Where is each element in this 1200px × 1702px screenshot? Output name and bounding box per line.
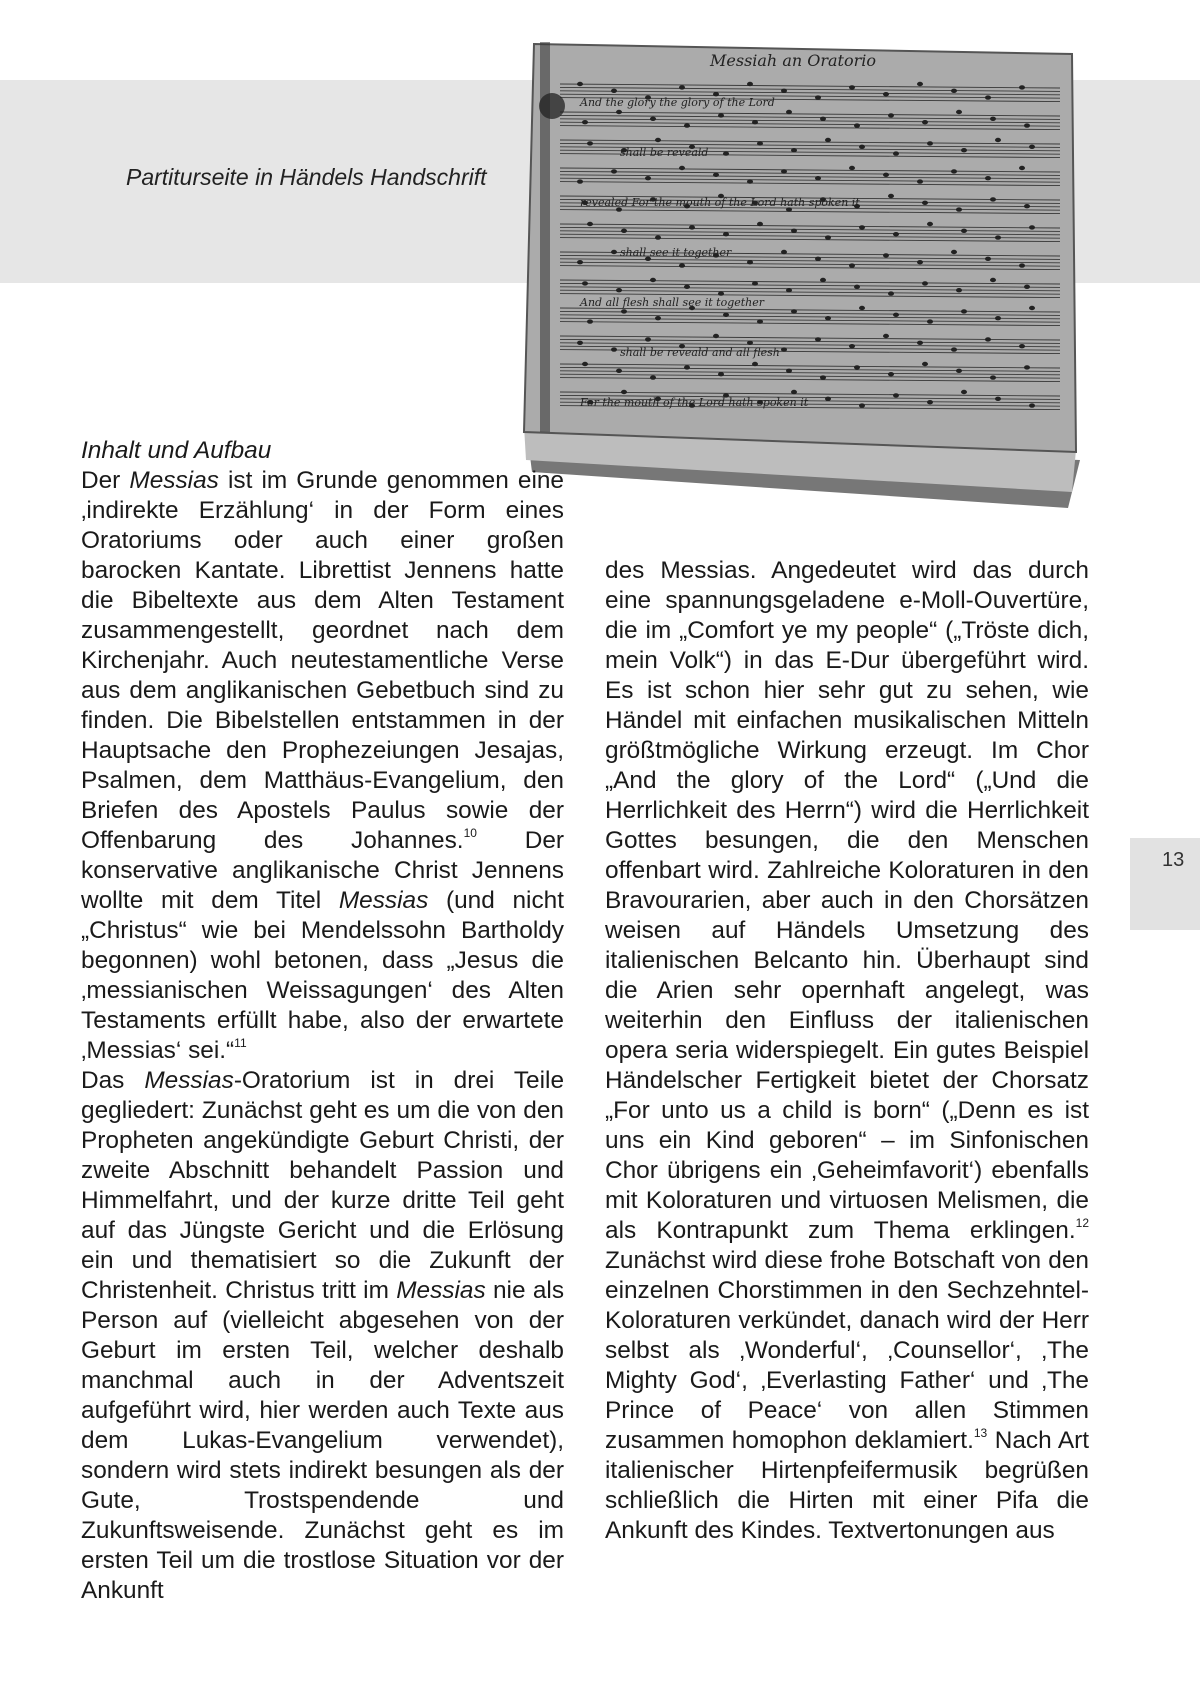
note-head: [956, 288, 962, 292]
note-head: [1024, 285, 1030, 289]
note-head: [757, 141, 763, 145]
note-head: [757, 319, 763, 323]
note-head: [611, 169, 617, 173]
note-head: [995, 235, 1001, 239]
note-head: [995, 138, 1001, 142]
note-head: [985, 337, 991, 341]
note-head: [611, 89, 617, 93]
ink-blot: [539, 93, 565, 119]
note-head: [781, 89, 787, 93]
note-head: [791, 229, 797, 233]
note-head: [888, 372, 894, 376]
note-head: [786, 110, 792, 114]
note-head: [927, 400, 933, 404]
note-head: [713, 173, 719, 177]
note-head: [791, 148, 797, 152]
note-head: [922, 362, 928, 366]
note-head: [888, 113, 894, 117]
lyric-line: revealed For the mouth of the Lord hath spoken it: [580, 196, 860, 209]
note-head: [718, 113, 724, 117]
note-head: [985, 95, 991, 99]
note-head: [723, 151, 729, 155]
footnote-ref: 11: [234, 1035, 247, 1050]
note-head: [684, 285, 690, 289]
note-head: [1024, 123, 1030, 127]
note-head: [883, 92, 889, 96]
note-head: [611, 347, 617, 351]
note-head: [781, 169, 787, 173]
note-head: [927, 141, 933, 145]
note-head: [815, 95, 821, 99]
note-head: [927, 222, 933, 226]
lyric-line: And all flesh shall see it together: [580, 296, 765, 309]
note-head: [577, 179, 583, 183]
note-head: [587, 141, 593, 145]
note-head: [621, 229, 627, 233]
note-head: [752, 281, 758, 285]
note-head: [645, 337, 651, 341]
note-head: [684, 123, 690, 127]
note-head: [650, 278, 656, 282]
note-head: [990, 278, 996, 282]
note-head: [582, 362, 588, 366]
note-head: [582, 120, 588, 124]
paragraph: Der Messias ist im Grunde genommen eine ‚indirekte Erzählung‘ in der Form eines Oratoriums oder auch einer großen barocken Kantate. Librettist Jennens hatte die Bibeltexte aus dem Alten Testament zusammengestellt, geordnet nach dem Kirchenjahr. Auch neutestamentliche Verse aus dem anglikanischen Gebetbuch sind zu finden. Die Bibelstellen entstammen in der Hauptsache den Prophezeiungen Jesajas, Psalmen, dem Matthäus-Evangelium, den Briefen des Apostels Paulus sowie der Offenbarung des Johannes.$^{10}$ Der konservative anglikanische Christ Jennens wollte mit dem Titel Messias (und nicht „Christus“ wie bei Mendelssohn Bartholdy begonnen) wohl betonen, dass „Jesus die ‚messianischen Weissagungen‘ des Alten Testaments erfüllt habe, also der erwartete ‚Messias‘ sei.“$^{11}$: [81, 467, 565, 1064]
note-head: [951, 250, 957, 254]
note-head: [1029, 306, 1035, 310]
note-head: [990, 375, 996, 379]
note-head: [587, 222, 593, 226]
note-head: [616, 110, 622, 114]
paragraph: Das Messias-Oratorium ist in drei Teile gegliedert: Zunächst geht es um die von den Propheten angekündigte Geburt Christi, der zweite Abschnitt behandelt Passion und Himmelfahrt, und der kurze dritte Teil geht auf das Jüngste Gericht und die Erlösung ein und thematisiert so die Zukunft der Christenheit. Christus tritt im Messias nie als Person auf (vielleicht abgesehen von der Geburt im ersten Teil, welcher deshalb manchmal auch in der Adventszeit aufgeführt wird, hier werden auch Texte aus dem Lukas-Evangelium verwendet), sondern wird stets indirekt besungen als der Gute, Trostspendende und Zukunftsweisende. Zunächst geht es im ersten Teil um die trostlose Situation vor der Ankunft: [81, 1067, 565, 1604]
note-head: [995, 316, 1001, 320]
note-head: [679, 85, 685, 89]
note-head: [747, 179, 753, 183]
note-head: [815, 337, 821, 341]
note-head: [917, 82, 923, 86]
note-head: [859, 403, 865, 407]
note-head: [752, 362, 758, 366]
note-head: [723, 232, 729, 236]
note-head: [893, 393, 899, 397]
note-head: [922, 201, 928, 205]
note-head: [917, 179, 923, 183]
note-head: [859, 306, 865, 310]
note-head: [747, 260, 753, 264]
note-head: [951, 169, 957, 173]
note-head: [815, 257, 821, 261]
note-head: [854, 123, 860, 127]
note-head: [723, 313, 729, 317]
note-head: [1019, 263, 1025, 267]
note-head: [791, 309, 797, 313]
note-head: [849, 85, 855, 89]
manuscript-image: [520, 40, 1085, 515]
footnote-ref: 10: [463, 825, 477, 840]
note-head: [961, 229, 967, 233]
note-head: [791, 390, 797, 394]
note-head: [883, 253, 889, 257]
note-head: [956, 110, 962, 114]
note-head: [956, 369, 962, 373]
note-head: [655, 316, 661, 320]
note-head: [883, 173, 889, 177]
note-head: [577, 260, 583, 264]
left-column: [81, 436, 564, 1606]
note-head: [1029, 145, 1035, 149]
note-head: [621, 390, 627, 394]
note-head: [990, 197, 996, 201]
note-head: [582, 281, 588, 285]
footnote-ref: 12: [1075, 1215, 1089, 1230]
note-head: [679, 263, 685, 267]
note-head: [927, 319, 933, 323]
note-head: [956, 207, 962, 211]
note-head: [679, 166, 685, 170]
note-head: [1019, 344, 1025, 348]
right-column: [605, 556, 1089, 1546]
note-head: [1024, 365, 1030, 369]
note-head: [650, 375, 656, 379]
note-head: [655, 138, 661, 142]
note-head: [883, 334, 889, 338]
manuscript-header: Messiah an Oratorio: [710, 51, 877, 70]
note-head: [820, 117, 826, 121]
note-head: [985, 257, 991, 261]
note-head: [961, 390, 967, 394]
note-head: [893, 313, 899, 317]
note-head: [786, 288, 792, 292]
note-head: [859, 225, 865, 229]
note-head: [655, 235, 661, 239]
note-head: [611, 250, 617, 254]
note-head: [1019, 85, 1025, 89]
page-number: 13: [1162, 849, 1185, 871]
figure-caption: Partiturseite in Händels Handschrift: [126, 164, 487, 190]
note-head: [961, 309, 967, 313]
note-head: [859, 145, 865, 149]
paragraph: des Messias. Angedeutet wird das durch eine spannungsgeladene e-Moll-Ouvertüre, die im „Comfort ye my people“ („Tröste dich, mein Volk“) in das E-Dur übergeführt wird. Es ist schon hier sehr gut zu sehen, wie Händel mit einfachen musikalischen Mitteln größtmögliche Wirkung erzeugt. Im Chor „And the glory of the Lord“ („Und die Herrlichkeit des Herrn“) wird die Herrlichkeit Gottes besungen, die den Menschen offenbart wird. Zahlreiche Koloraturen in den Bravourarien, aber auch in den Chorsätzen weisen auf Händels Umsetzung des italienischen Belcanto hin. Überhaupt sind die Arien sehr opernhaft angelegt, was weiterhin den Einfluss der italienischen opera seria widerspiegelt. Ein gutes Beispiel Händelscher Fertigkeit bietet der Chorsatz „For unto us a child is born“ („Denn es ist uns ein Kind geboren“ – im Sinfonischen Chor übrigens ein ‚Geheimfavorit‘) ebenfalls mit Koloraturen und virtuosen Melismen, die als Kontrapunkt zum Thema erklingen.$^{12}$ Zunächst wird diese frohe Botschaft von den einzelnen Chorstimmen in den Sechzehntel-Koloraturen verkündet, danach wird der Herr selbst als ‚Wonderful‘, ‚Counsellor‘, ‚The Mighty God‘, ‚Everlasting Father‘ und ‚The Prince of Peace‘ von allen Stimmen zusammen homophon deklamiert.$^{13}$ Nach Art italienischer Hirtenpfeifermusik begrüßen schließlich die Hirten mit einer Pifa die Ankunft des Kindes. Textvertonungen aus: [605, 557, 1089, 1544]
note-head: [1024, 204, 1030, 208]
note-head: [747, 82, 753, 86]
lyric-line: shall be reveald and all flesh: [620, 346, 780, 359]
note-head: [616, 288, 622, 292]
note-head: [621, 309, 627, 313]
note-head: [917, 341, 923, 345]
note-head: [781, 347, 787, 351]
note-head: [951, 89, 957, 93]
note-head: [645, 176, 651, 180]
note-head: [825, 316, 831, 320]
note-head: [577, 82, 583, 86]
note-head: [786, 369, 792, 373]
note-head: [888, 194, 894, 198]
note-head: [820, 278, 826, 282]
note-head: [825, 397, 831, 401]
note-head: [815, 176, 821, 180]
note-head: [587, 319, 593, 323]
note-head: [718, 372, 724, 376]
note-head: [752, 120, 758, 124]
note-head: [1029, 403, 1035, 407]
note-head: [650, 117, 656, 121]
lyric-line: shall be reveald: [620, 146, 709, 159]
note-head: [1029, 225, 1035, 229]
note-head: [689, 225, 695, 229]
note-head: [577, 341, 583, 345]
note-head: [1019, 166, 1025, 170]
note-head: [922, 281, 928, 285]
note-head: [990, 117, 996, 121]
note-head: [757, 222, 763, 226]
note-head: [849, 263, 855, 267]
section-heading: Inhalt und Aufbau: [81, 437, 272, 464]
note-head: [849, 344, 855, 348]
note-head: [854, 285, 860, 289]
note-head: [713, 334, 719, 338]
note-head: [684, 365, 690, 369]
note-head: [825, 138, 831, 142]
note-head: [825, 235, 831, 239]
note-head: [888, 291, 894, 295]
note-head: [951, 347, 957, 351]
note-head: [917, 260, 923, 264]
footnote-ref: 13: [973, 1425, 988, 1440]
note-head: [747, 341, 753, 345]
note-head: [922, 120, 928, 124]
note-head: [995, 397, 1001, 401]
lyric-line: For the mouth of the Lord hath spoken it: [580, 396, 809, 409]
note-head: [893, 151, 899, 155]
note-head: [985, 176, 991, 180]
note-head: [781, 250, 787, 254]
note-head: [616, 369, 622, 373]
note-head: [961, 148, 967, 152]
lyric-line: And the glory the glory of the Lord: [580, 96, 775, 109]
note-head: [820, 375, 826, 379]
note-head: [854, 365, 860, 369]
lyric-line: shall see it together: [620, 246, 732, 259]
note-head: [849, 166, 855, 170]
note-head: [893, 232, 899, 236]
